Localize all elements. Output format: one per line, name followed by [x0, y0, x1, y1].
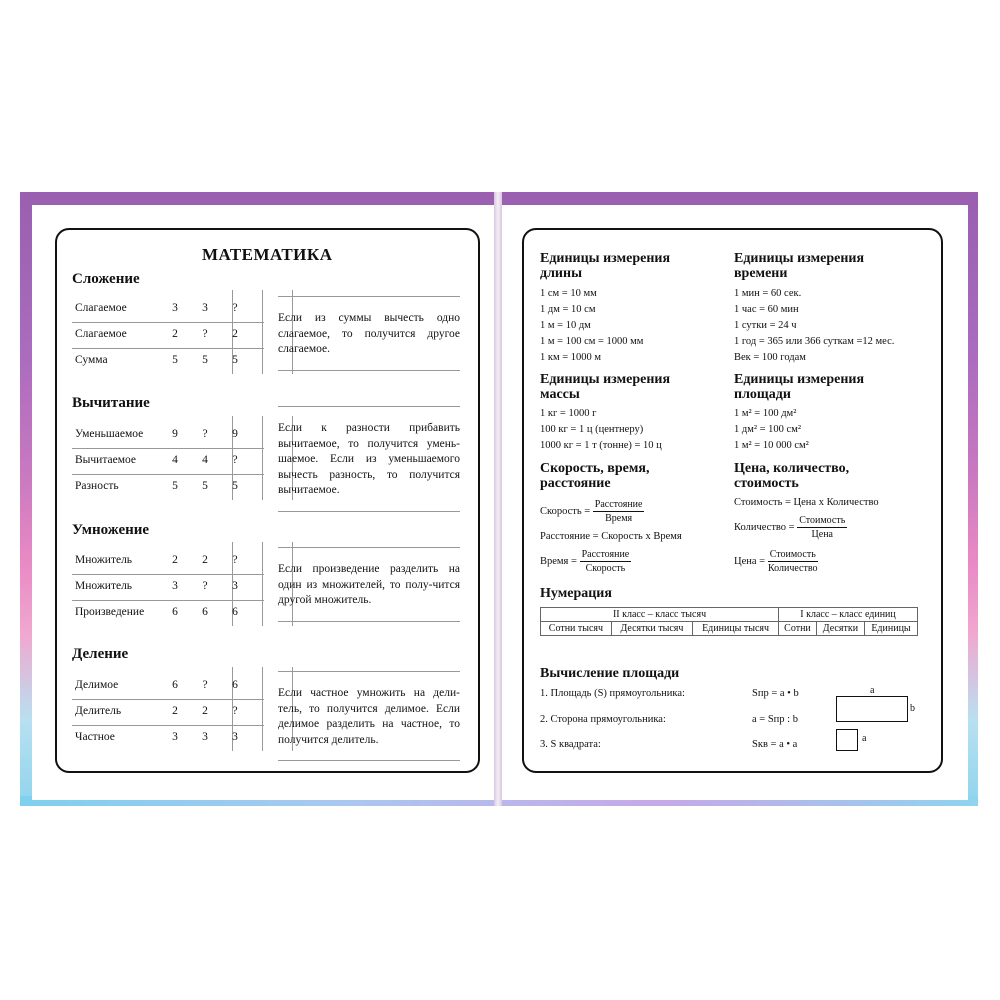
distance-formula: Расстояние = Скорость х Время [540, 531, 682, 542]
table-cell: Десятки [816, 622, 864, 636]
time-units-title: Единицы измерения времени [734, 251, 865, 281]
side-rect-label: 2. Сторона прямоугольника: [540, 714, 666, 725]
multiplication-table [72, 548, 264, 626]
table-row: Произведение 6 6 6 [75, 606, 238, 618]
mass-units-title: Единицы измерения массы [540, 372, 671, 402]
division-table [72, 673, 264, 751]
addition-rule: Если из суммы вычесть одно слагаемое, то получится другое слагаемое. [278, 296, 460, 371]
notebook-spine [494, 192, 502, 806]
table-row: Слагаемое 2 ? 2 [75, 328, 238, 340]
table-row: Делимое 6 ? 6 [75, 679, 238, 691]
cost-formula: Стоимость = Цена х Количество [734, 497, 879, 508]
section-title-subtraction: Вычитание [72, 395, 150, 411]
section-title-multiplication: Умножение [72, 522, 150, 538]
area-square-label: 3. S квадрата: [540, 739, 601, 750]
quantity-formula: Количество = $\frac{\text{Стоимость}}{\text{Цена}}$ [734, 515, 846, 540]
square-diagram [836, 729, 858, 751]
time-formula: Время = $\frac{\text{Расстояние}}{\text{Скорость}}$ [540, 549, 630, 574]
class-units: I класс – класс единиц [779, 608, 918, 622]
addition-table [72, 296, 264, 374]
rectangle-diagram [836, 696, 908, 722]
area-rect-label: 1. Площадь (S) прямоугольника: [540, 688, 685, 699]
square-side-a: a [862, 733, 867, 744]
area-calc-title: Вычисление площади [540, 666, 680, 681]
price-formula: Цена = $\frac{\text{Стоимость}}{\text{Количество}}$ [734, 549, 818, 574]
rect-side-b: b [910, 703, 915, 714]
table-row: Разность 5 5 5 [75, 480, 238, 492]
table-row: Частное 3 3 3 [75, 731, 238, 743]
speed-title: Скорость, время, расстояние [540, 461, 650, 491]
numeration-title: Нумерация [540, 586, 612, 601]
table-cell: Сотни тысяч [541, 622, 612, 636]
table-cell: Сотни [779, 622, 817, 636]
table-cell: Десятки тысяч [611, 622, 692, 636]
table-cell: Единицы [864, 622, 917, 636]
table-cell: Единицы тысяч [693, 622, 779, 636]
length-units-list: 1 см = 10 мм 1 дм = 10 см 1 м = 10 дм 1 м = 100 см = 1000 мм 1 км = 1000 м [540, 288, 644, 363]
price-title: Цена, количество, стоимость [734, 461, 850, 491]
area-units-title: Единицы измерения площади [734, 372, 865, 402]
area-square-formula: Sкв = a • a [752, 739, 798, 750]
table-row: Уменьшаемое 9 ? 9 [75, 428, 238, 440]
side-rect-formula: a = Sпр : b [752, 714, 798, 725]
table-row: Слагаемое 3 3 ? [75, 302, 238, 314]
rect-side-a: a [870, 685, 875, 696]
table-row: Делитель 2 2 ? [75, 705, 238, 717]
area-rect-formula: Sпр = a • b [752, 688, 799, 699]
table-row: Множитель 2 2 ? [75, 554, 238, 566]
division-rule: Если частное умножить на дели-тель, то получится делимое. Если делимое разделить на частное, то получится делитель. [278, 671, 460, 761]
subtraction-rule: Если к разности прибавить вычитаемое, то получится умень-шаемое. Если из уменьшаемого вычесть разность, то получится вычитаемое. [278, 406, 460, 512]
speed-formula: Скорость = $\frac{\text{Расстояние}}{\text{Время}}$ [540, 499, 643, 524]
section-title-addition: Сложение [72, 271, 140, 287]
time-units-list: 1 мин = 60 сек. 1 час = 60 мин 1 сутки = 24 ч 1 год = 365 или 366 суткам =12 мес. Век = 100 годам [734, 288, 895, 363]
section-title-division: Деление [72, 646, 129, 662]
multiplication-rule: Если произведение разделить на один из множителей, то полу-чится другой множитель. [278, 547, 460, 622]
table-row: Сумма 5 5 5 [75, 354, 238, 366]
area-units-list: 1 м² = 100 дм² 1 дм² = 100 см² 1 м² = 10 000 см² [734, 408, 809, 451]
numeration-table [540, 607, 918, 636]
table-row: Множитель 3 ? 3 [75, 580, 238, 592]
page-title: МАТЕМАТИКА [202, 245, 333, 264]
mass-units-list: 1 кг = 1000 г 100 кг = 1 ц (центнеру) 1000 кг = 1 т (тонне) = 10 ц [540, 408, 662, 451]
class-thousands: II класс – класс тысяч [541, 608, 779, 622]
length-units-title: Единицы измерения длины [540, 251, 671, 281]
table-row: Вычитаемое 4 4 ? [75, 454, 238, 466]
subtraction-table [72, 422, 264, 500]
